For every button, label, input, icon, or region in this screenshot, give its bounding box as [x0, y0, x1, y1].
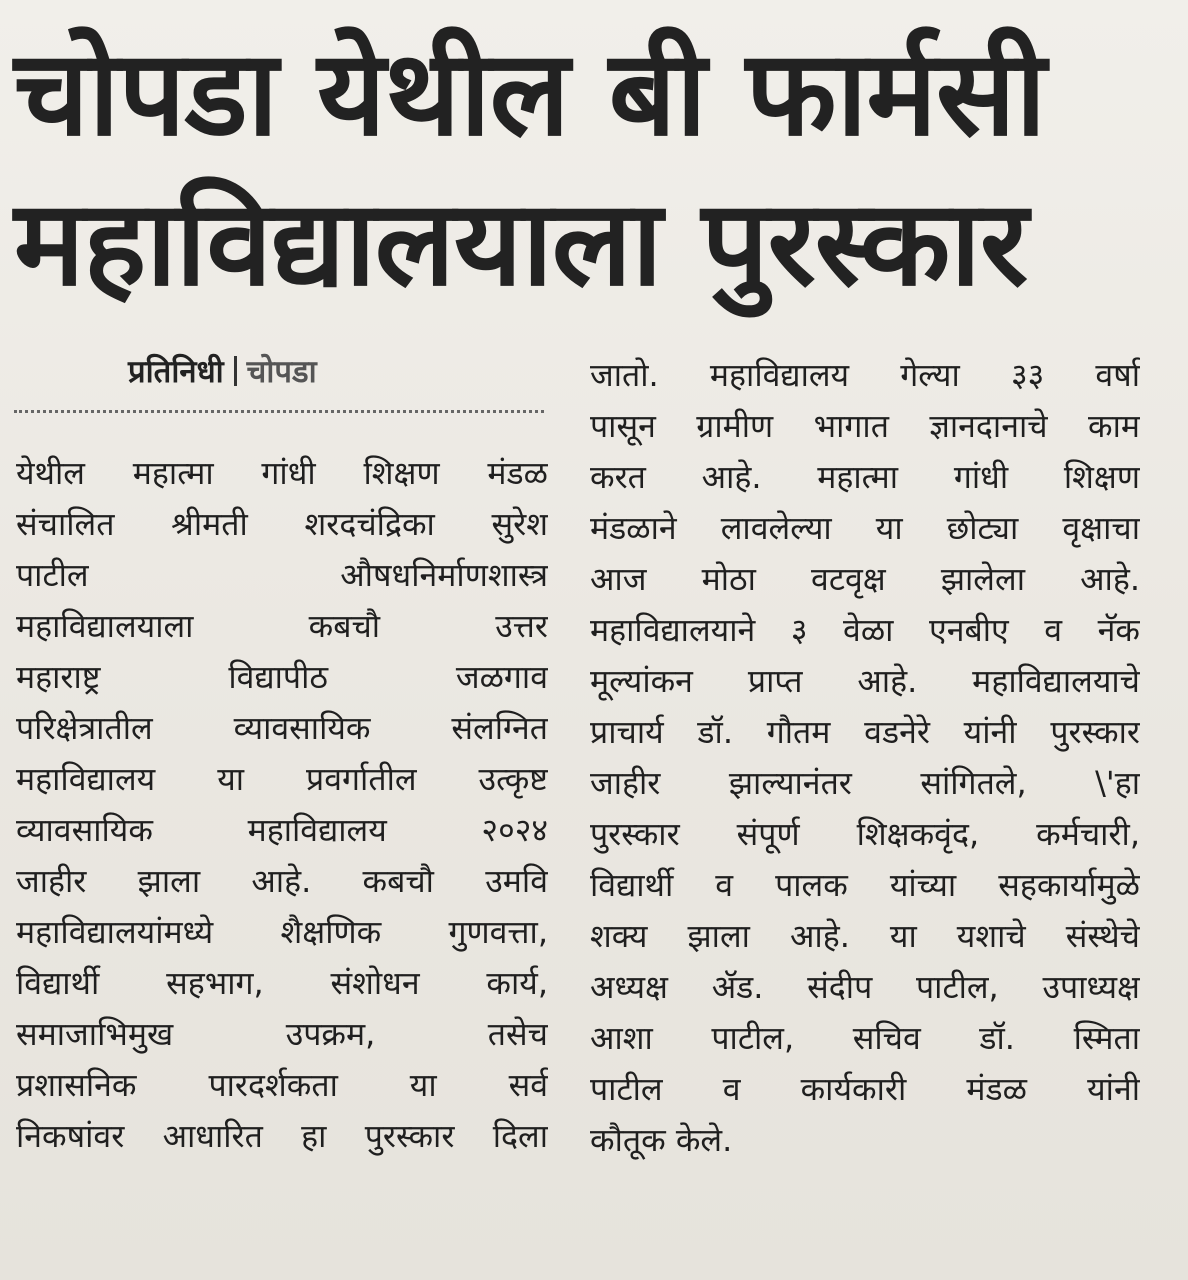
text-line: संचालित श्रीमती शरदचंद्रिका सुरेश	[16, 505, 548, 543]
text-line: जाहीर झाल्यानंतर सांगितले, \'हा	[590, 764, 1140, 802]
text-line: जातो. महाविद्यालय गेल्या ३३ वर्षा	[590, 356, 1140, 394]
byline-reporter: प्रतिनिधी	[128, 354, 224, 390]
text-line: पाटील व कार्यकारी मंडळ यांनी	[590, 1070, 1140, 1108]
text-line: आज मोठा वटवृक्ष झालेला आहे.	[590, 560, 1140, 598]
text-line: कौतूक केले.	[590, 1121, 733, 1159]
text-line: प्रशासनिक पारदर्शकता या सर्व	[16, 1066, 548, 1104]
text-line: आशा पाटील, सचिव डॉ. स्मिता	[590, 1019, 1140, 1057]
text-line: मंडळाने लावलेल्या या छोट्या वृक्षाचा	[590, 509, 1140, 547]
text-line: महाराष्ट्र विद्यापीठ जळगाव	[16, 658, 548, 696]
byline-place: चोपडा	[246, 354, 317, 390]
article-column-left	[16, 448, 548, 1162]
headline-line-2: महाविद्यालयाला पुरस्कार	[14, 174, 1028, 312]
byline	[128, 350, 317, 394]
text-line: पुरस्कार संपूर्ण शिक्षकवृंद, कर्मचारी,	[590, 815, 1140, 853]
text-line: समाजाभिमुख उपक्रम, तसेच	[16, 1015, 548, 1053]
text-line: मूल्यांकन प्राप्त आहे. महाविद्यालयाचे	[590, 662, 1140, 700]
text-line: शक्य झाला आहे. या यशाचे संस्थेचे	[590, 917, 1140, 955]
text-line: करत आहे. महात्मा गांधी शिक्षण	[590, 458, 1140, 496]
text-line: प्राचार्य डॉ. गौतम वडनेरे यांनी पुरस्कार	[590, 713, 1140, 751]
text-line: विद्यार्थी व पालक यांच्या सहकार्यामुळे	[590, 866, 1140, 904]
text-line: परिक्षेत्रातील व्यावसायिक संलग्नित	[16, 709, 548, 747]
byline-separator	[234, 356, 237, 386]
text-line: महाविद्यालयांमध्ये शैक्षणिक गुणवत्ता,	[16, 913, 548, 951]
text-line: अध्यक्ष ॲड. संदीप पाटील, उपाध्यक्ष	[590, 968, 1140, 1006]
article-column-right	[590, 350, 1140, 1166]
headline	[14, 18, 1174, 318]
text-line: पाटील औषधनिर्माणशास्त्र	[16, 556, 548, 594]
text-line: पासून ग्रामीण भागात ज्ञानदानाचे काम	[590, 407, 1140, 445]
text-line: व्यावसायिक महाविद्यालय २०२४	[16, 811, 548, 849]
dotted-divider	[14, 410, 544, 413]
text-line: विद्यार्थी सहभाग, संशोधन कार्य,	[16, 964, 548, 1002]
text-line: येथील महात्मा गांधी शिक्षण मंडळ	[16, 454, 548, 492]
text-line: महाविद्यालयाने ३ वेळा एनबीए व नॅक	[590, 611, 1140, 649]
text-line: महाविद्यालय या प्रवर्गातील उत्कृष्ट	[16, 760, 548, 798]
text-line: निकषांवर आधारित हा पुरस्कार दिला	[16, 1117, 548, 1155]
headline-line-1: चोपडा येथील बी फार्मसी	[14, 24, 1046, 162]
text-line: जाहीर झाला आहे. कबचौ उमवि	[16, 862, 548, 900]
text-line: महाविद्यालयाला कबचौ उत्तर	[16, 607, 548, 645]
